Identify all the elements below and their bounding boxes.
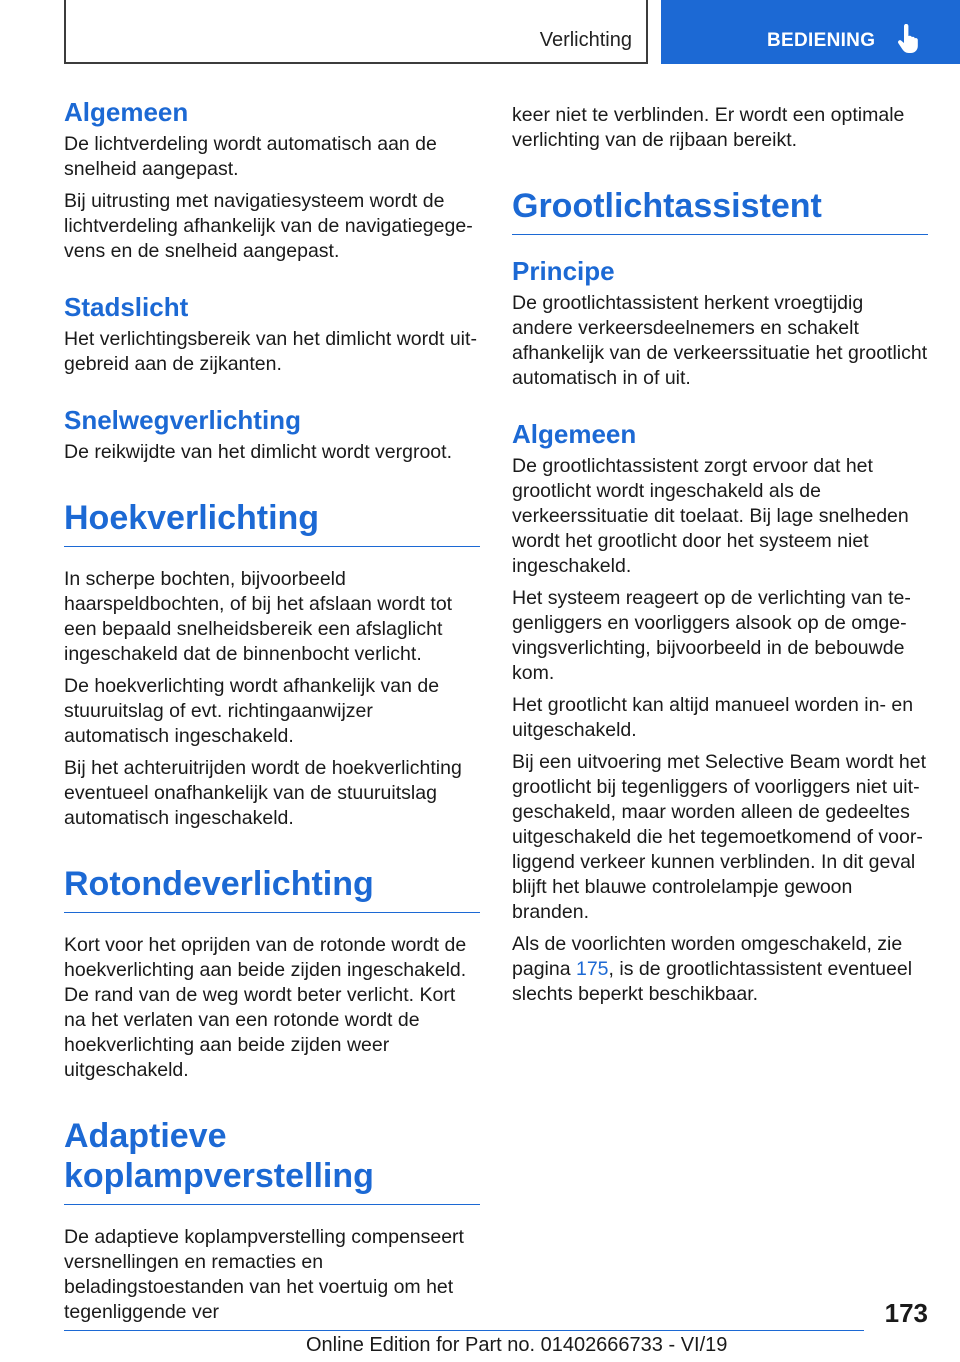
- paragraph: Het grootlicht kan altijd manueel worden in- en uitgeschakeld.: [512, 694, 914, 741]
- paragraph: Kort voor het oprijden van de rotonde wordt de hoekverlichting aan beide zijden ingeschakeld. De rand van de weg wordt beter verlicht. Kort na het verlaten van een rotonde wordt de hoekverlichting aan beide zijden weer uitgeschakeld.: [64, 934, 467, 1081]
- chapter-tab-label: BEDIENING: [767, 30, 876, 51]
- paragraph: keer niet te verblinden. Er wordt een optimale verlichting van de rijbaan bereikt.: [512, 104, 905, 151]
- paragraph: Het systeem reageert op de verlichting van tegenliggers en voorliggers alsook op de omgevingsverlichting, bijvoorbeeld in de bebouwde kom.: [512, 587, 911, 684]
- paragraph: De hoekverlichting wordt afhankelijk van de stuuruitslag of evt. richtingaanwijzer automatisch ingeschakeld.: [64, 675, 440, 747]
- paragraph: De adaptieve koplampverstelling compenseert versnellingen en remacties en beladingstoestanden van het voertuig om het tegenliggende ver: [64, 1226, 464, 1323]
- paragraph: De lichtverdeling wordt automatisch aan de snelheid aangepast.: [64, 133, 437, 180]
- paragraph: Bij het achteruitrijden wordt de hoekverlichting eventueel onafhankelijk van de stuuruitslag automatisch ingeschakeld.: [64, 757, 462, 829]
- paragraph: De grootlichtassistent zorgt ervoor dat het grootlicht wordt ingeschakeld als de verkeerssituatie dit toelaat. Bij lage snelheden wordt het grootlicht door het systeem niet ingeschakeld.: [512, 455, 909, 577]
- heading-line: Adaptieve: [64, 1117, 227, 1155]
- heading-line: koplampverstelling: [64, 1157, 374, 1195]
- heading-principe: Principe: [512, 256, 615, 286]
- page-reference-link[interactable]: 175: [575, 958, 609, 980]
- page-number: 173: [884, 1298, 928, 1328]
- heading-algemeen: Algemeen: [512, 419, 637, 449]
- text-span: , is de grootlichtassistent eventueel slechts beperkt beschikbaar.: [512, 958, 913, 1005]
- right-column: [512, 103, 928, 1014]
- heading-adaptieve-koplampverstelling: [64, 1116, 480, 1205]
- text-span: Als de voorlichten worden omgeschakeld, zie pagina: [512, 933, 903, 980]
- paragraph: Het verlichtingsbereik van het dimlicht wordt uitgebreid aan de zijkanten.: [64, 328, 477, 375]
- heading-algemeen: Algemeen: [64, 97, 189, 127]
- heading-hoekverlichting: Hoekverlichting: [64, 498, 480, 547]
- paragraph: Bij uitrusting met navigatiesysteem wordt de lichtverdeling afhankelijk van de navigatiegegevens en de snelheid aangepast.: [64, 190, 473, 262]
- left-column: [64, 96, 480, 1332]
- paragraph: De grootlichtassistent herkent vroegtijdig andere verkeersdeelnemers en schakelt afhankelijk van de verkeerssituatie het grootlicht automatisch in of uit.: [512, 292, 928, 389]
- chapter-tab: [661, 0, 960, 64]
- paragraph: [512, 932, 928, 1007]
- hand-pointer-icon: [897, 24, 923, 54]
- heading-rotondeverlichting: Rotondeverlichting: [64, 864, 480, 913]
- heading-grootlichtassistent: Grootlichtassistent: [512, 186, 928, 235]
- paragraph: De reikwijdte van het dimlicht wordt vergroot.: [64, 441, 452, 463]
- heading-snelwegverlichting: Snelwegverlichting: [64, 405, 301, 435]
- header-section-title: Verlichting: [539, 29, 632, 51]
- footer-divider: [64, 1330, 864, 1331]
- paragraph: Bij een uitvoering met Selective Beam wordt het grootlicht bij tegenliggers of voorliggers niet uitgeschakeld, maar worden alleen de gedeeltes uitgeschakeld die het tegemoetkomend of voorliggend verkeer kunnen verblinden. In dit geval blijft het blauwe controlelampje gewoon branden.: [512, 751, 927, 923]
- paragraph: In scherpe bochten, bijvoorbeeld haarspeldbochten, of bij het afslaan wordt tot een bepaald snelheidsbereik een afslaglicht ingeschakeld dat de binnenbocht verlicht.: [64, 568, 453, 665]
- header-section-box: [64, 0, 648, 64]
- footer-edition: Online Edition for Part no. 01402666733 - VI/19: [306, 1334, 728, 1356]
- heading-stadslicht: Stadslicht: [64, 292, 189, 322]
